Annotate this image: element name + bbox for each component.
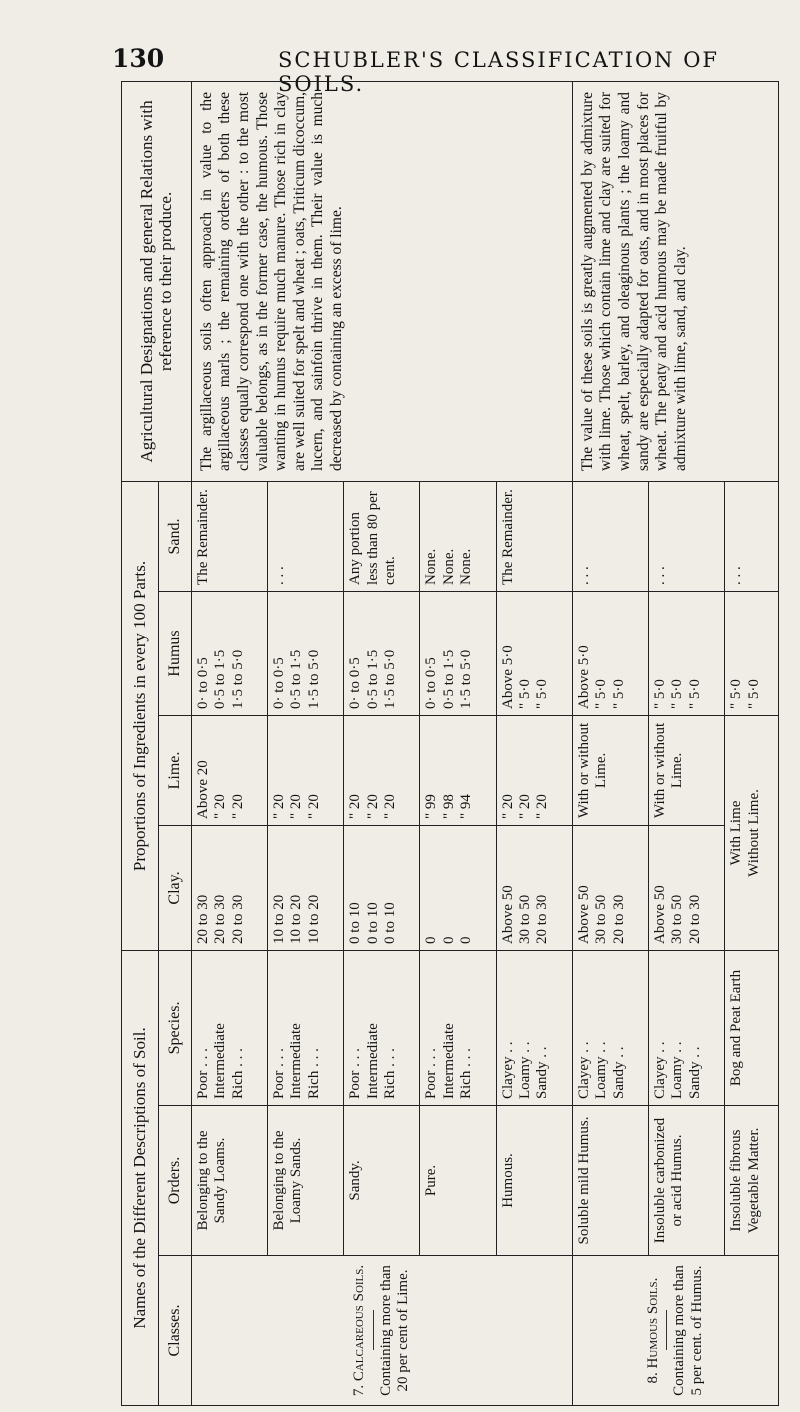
species-cell: Clayey . . Loamy . . Sandy . . [572,950,648,1105]
agricultural-header: Agricultural Designations and general Relations with reference to their produce. [122,81,192,481]
species-cell: Poor . . . Intermediate Rich . . . [344,950,420,1105]
humus-cell: 0· to 0·5 0·5 to 1·5 1·5 to 5·0 [191,591,267,715]
sand-cell: . . . [572,481,648,591]
lime-header: Lime. [158,715,191,825]
order-cell: Humous. [496,1106,572,1256]
sand-header: Sand. [158,481,191,591]
classes-header: Classes. [158,1256,191,1406]
class-7-cell [191,1256,572,1406]
lime-cell: " 20 " 20 " 20 [344,715,420,825]
clay-cell: 0 0 0 [420,825,496,950]
humus-cell: 0· to 0·5 0·5 to 1·5 1·5 to 5·0 [268,591,344,715]
order-cell: Sandy. [344,1106,420,1256]
page-header [0,0,800,96]
class-8-title: 8. Humous Soils. [644,1277,661,1384]
species-cell: Poor . . . Intermediate Rich . . . [420,950,496,1105]
species-cell: Clayey . . Loamy . . Sandy . . [648,950,724,1105]
clay-cell: Above 50 30 to 50 20 to 30 [496,825,572,950]
sand-cell: The Remainder. [191,481,267,591]
lime-cell: With or without Lime. [572,715,648,825]
clay-cell: 10 to 20 10 to 20 10 to 20 [268,825,344,950]
lime-cell: Above 20 " 20 " 20 [191,715,267,825]
clay-cell: Above 50 30 to 50 20 to 30 [648,825,724,950]
names-header: Names of the Different Descriptions of Soil. [122,950,159,1405]
lime-cell: " 20 " 20 " 20 [268,715,344,825]
order-cell: Belonging to the Loamy Sands. [268,1106,344,1256]
humus-cell: 0· to 0·5 0·5 to 1·5 1·5 to 5·0 [420,591,496,715]
table-row [191,81,267,1405]
lime-cell: " 99 " 98 " 94 [420,715,496,825]
clay-cell: Above 50 30 to 50 20 to 30 [572,825,648,950]
proportions-header: Proportions of Ingredients in every 100 Parts. [122,481,159,950]
species-cell: Poor . . . Intermediate Rich . . . [268,950,344,1105]
sand-cell: . . . [725,481,779,591]
humus-cell: " 5·0 " 5·0 [725,591,779,715]
lime-cell: With or without Lime. [648,715,724,825]
class-8-note: Containing more than 5 per cent. of Humus. [671,1265,705,1396]
order-cell: Pure. [420,1106,496,1256]
sand-cell: Any portion less than 80 per cent. [344,481,420,591]
orders-header: Orders. [158,1106,191,1256]
soil-classification-table [121,81,779,1406]
class-7-note: Containing more than 20 per cent of Lime. [377,1265,412,1396]
clay-cell: 20 to 30 20 to 30 20 to 30 [191,825,267,950]
humus-header: Humus [158,591,191,715]
order-cell: Insoluble carbonized or acid Humus. [648,1106,724,1256]
sand-cell: . . . [648,481,724,591]
sand-cell: The Remainder. [496,481,572,591]
clay-cell: 0 to 10 0 to 10 0 to 10 [344,825,420,950]
clay-lime-cell: With Lime Without Lime. [725,715,779,950]
lime-cell: " 20 " 20 " 20 [496,715,572,825]
species-header: Species. [158,950,191,1105]
page-number: 130 [112,44,165,73]
table-row [572,81,648,1405]
humus-cell: Above 5·0 " 5·0 " 5·0 [496,591,572,715]
clay-header: Clay. [158,825,191,950]
species-cell: Clayey . . Loamy . . Sandy . . [496,950,572,1105]
species-cell: Bog and Peat Earth [725,950,779,1105]
humus-cell: " 5·0 " 5·0 " 5·0 [648,591,724,715]
humus-cell: 0· to 0·5 0·5 to 1·5 1·5 to 5·0 [344,591,420,715]
class-8-cell [572,1256,778,1406]
order-cell: Insoluble fibrous Vegetable Matter. [725,1106,779,1256]
class-8-description: The value of these soils is greatly augmented by admixture with lime. Those which contain lime and clay are suited for wheat, spelt, barley, and oleaginous plants ; the loamy and sandy are especially adapted for oats, and in most places for wheat. The peaty and acid humous may be made fruitful by admixture with lime, sand, and clay. [572,81,778,481]
rotated-table-container [121,82,779,1406]
sand-cell: None. None. None. [420,481,496,591]
humus-cell: Above 5·0 " 5·0 " 5·0 [572,591,648,715]
order-cell: Soluble mild Humus. [572,1106,648,1256]
species-cell: Poor . . . Intermediate Rich . . . [191,950,267,1105]
class-7-description: The argillaceous soils often approach in value to the argillaceous marls ; the remaining orders of both these classes equally correspond one with the other : to the most valuable belongs, as in the former case, the humous. Those wanting in humus require much manure. Those rich in clay are well suited for spelt and wheat ; oats, Triticum dicoccum, lucern, and sainfoin thrive in them. Their value is much decreased by containing an excess of lime. [191,81,572,481]
sand-cell: . . . [268,481,344,591]
order-cell: Belonging to the Sandy Loams. [191,1106,267,1256]
running-head: SCHUBLER'S CLASSIFICATION OF SOILS. [278,48,720,96]
class-7-title: 7. Calcareous Soils. [351,1264,368,1397]
